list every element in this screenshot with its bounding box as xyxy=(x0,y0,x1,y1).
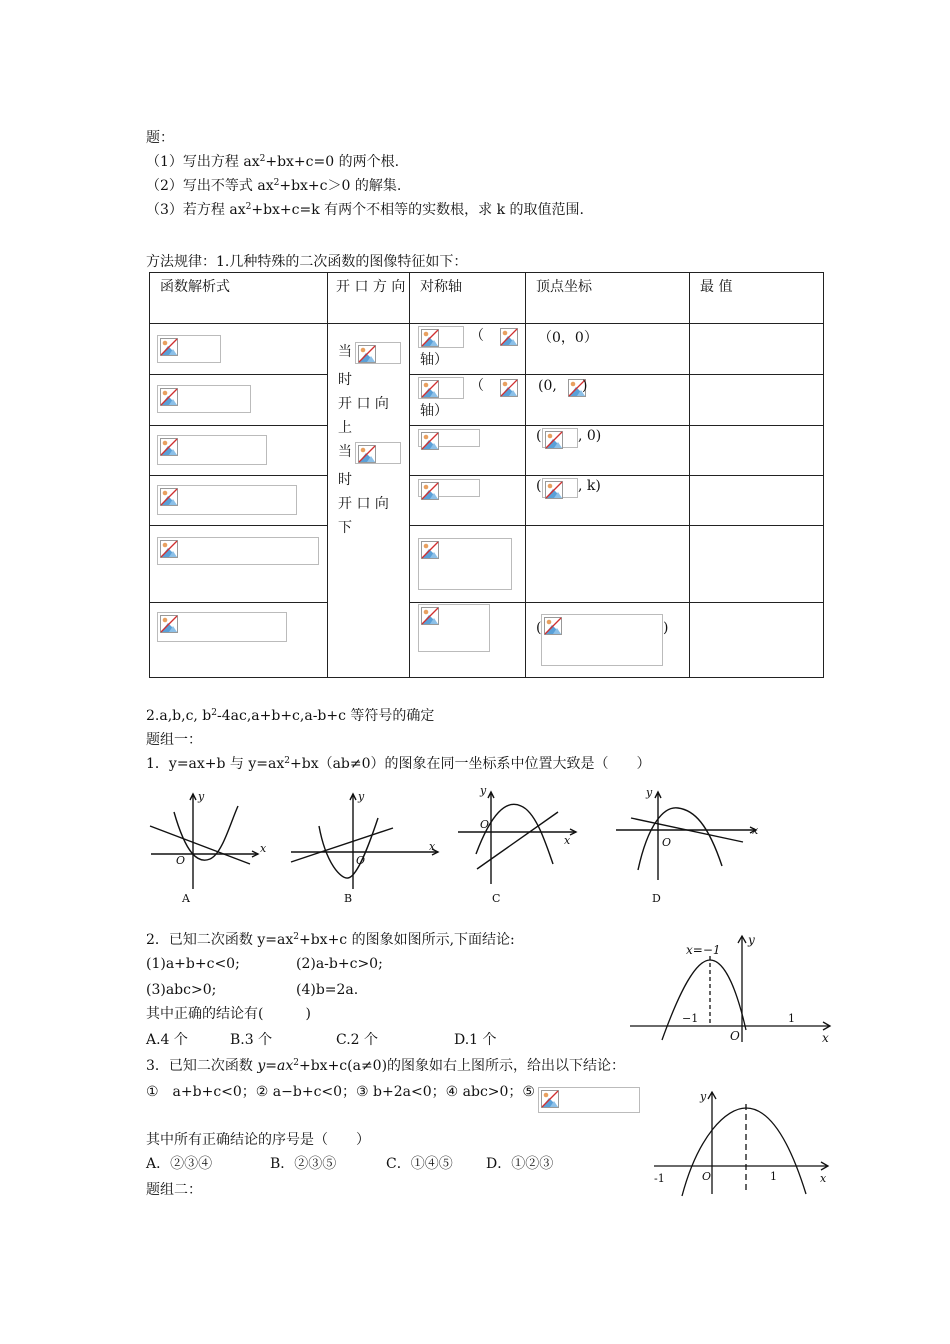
formula-image-1 xyxy=(157,335,221,363)
axis-image-2 xyxy=(418,377,464,399)
q1-text: 1．y=ax+b 与 $y=ax^2+bx(ab\ne 0)$的图象在同一坐标系中位置大致是（ ） xyxy=(146,756,651,772)
section2-title: 2.a,b,c, $b^2-4ac,a+b+c,a-b+c$ 等符号的确定 xyxy=(146,708,435,724)
intro-line-0: 题： xyxy=(146,130,174,146)
axis-image-4 xyxy=(418,479,480,497)
svg-text:O: O xyxy=(730,1029,740,1043)
header-axis: 对称轴 xyxy=(420,279,462,295)
axis-image-1b xyxy=(498,326,520,348)
q3-option-d: D．①②③ xyxy=(486,1156,554,1172)
axis-word-1: 轴） xyxy=(420,352,448,368)
vertex-row-2-pre: (0, xyxy=(538,378,557,394)
svg-text:x: x xyxy=(822,1031,829,1045)
method-title: 方法规律：1.几种特殊的二次函数的图像特征如下： xyxy=(146,254,468,270)
q2-conclusion-2: (2)a-b+c>0; xyxy=(296,956,383,972)
q3-option-c: C．①④⑤ xyxy=(386,1156,453,1172)
svg-text:x: x xyxy=(820,1172,827,1185)
q3-ask: 其中所有正确结论的序号是（ ） xyxy=(146,1132,370,1148)
svg-text:x: x xyxy=(260,842,267,855)
formula-image-6 xyxy=(157,612,287,642)
intro-line-1: （1）写出方程 $ax^2+bx+c=0$ 的两个根. xyxy=(146,154,400,170)
q3-conclusion-5-image xyxy=(538,1087,640,1113)
vertex-row-1: （0，0） xyxy=(538,330,598,346)
svg-text:y: y xyxy=(358,790,365,803)
q2-figure xyxy=(630,930,836,1046)
intro-line-3: （3）若方程 $ax^2+bx+c=k$ 有两个不相等的实数根，求 k 的取值范围. xyxy=(146,202,584,218)
vertex-row-4-post: , k) xyxy=(578,478,601,494)
formula-image-4 xyxy=(157,485,297,515)
open-dang-1: 当 xyxy=(338,344,352,360)
axis-image-2b xyxy=(498,377,520,399)
formula-image-5 xyxy=(157,537,319,565)
q3-text: 3．已知二次函数 $y=ax^2+bx+c(a\ne 0)$的图象如右上图所示，给出以下结论： xyxy=(146,1058,626,1074)
svg-text:y: y xyxy=(198,790,205,803)
svg-text:B: B xyxy=(344,892,353,905)
svg-text:O: O xyxy=(662,836,672,849)
condition-image-2 xyxy=(355,442,401,464)
svg-text:y: y xyxy=(646,786,653,799)
open-shi-2: 时 xyxy=(338,472,352,488)
q2-conclusion-4: (4)b=2a. xyxy=(296,982,359,998)
vertex-row-4-pre: ( xyxy=(536,478,542,494)
svg-text:x: x xyxy=(564,834,571,847)
vertex-image-6 xyxy=(541,614,663,666)
svg-text:1: 1 xyxy=(788,1012,795,1025)
q2-option-d: D.1 个 xyxy=(454,1032,497,1048)
svg-text:y: y xyxy=(480,784,487,797)
svg-text:x: x xyxy=(752,824,759,837)
svg-text:x: x xyxy=(429,840,436,853)
axis-image-6 xyxy=(418,604,490,652)
q2-option-c: C.2 个 xyxy=(336,1032,379,1048)
vertex-image-4 xyxy=(542,478,578,498)
axis-paren-2: （ xyxy=(470,378,484,394)
svg-text:D: D xyxy=(652,892,661,905)
group1-label: 题组一： xyxy=(146,732,202,748)
q1-figures xyxy=(146,784,766,910)
svg-text:O: O xyxy=(356,854,366,867)
svg-text:C: C xyxy=(492,892,501,905)
axis-image-3 xyxy=(418,429,480,447)
axis-image-1 xyxy=(418,326,464,348)
q2-conclusion-1: (1)a+b+c<0; xyxy=(146,956,240,972)
svg-text:-1: -1 xyxy=(654,1172,665,1185)
vertex-image-3 xyxy=(542,428,578,448)
vertex-row-3-post: , 0) xyxy=(578,428,602,444)
open-dang-2: 当 xyxy=(338,444,352,460)
q3-option-a: A．②③④ xyxy=(146,1156,213,1172)
svg-text:1: 1 xyxy=(770,1170,777,1183)
svg-text:y: y xyxy=(700,1090,707,1103)
vertex-row-6-post: ) xyxy=(663,620,669,636)
svg-text:O: O xyxy=(176,854,186,867)
open-shi-1: 时 xyxy=(338,372,352,388)
header-opening: 开 口 方 向 xyxy=(336,279,406,295)
axis-word-2: 轴） xyxy=(420,403,448,419)
header-vertex: 顶点坐标 xyxy=(536,279,592,295)
open-up-text: 开 口 向 上 xyxy=(338,396,389,436)
q2-ask: 其中正确的结论有( ) xyxy=(146,1006,311,1022)
svg-text:A: A xyxy=(182,892,190,905)
q3-option-b: B．②③⑤ xyxy=(270,1156,337,1172)
vertex-row-2-post: ) xyxy=(582,378,588,394)
q2-conclusion-3: (3)abc>0; xyxy=(146,982,217,998)
intro-line-2: （2）写出不等式 $ax^2+bx+c>0$ 的解集. xyxy=(146,178,402,194)
q2-option-a: A.4 个 xyxy=(146,1032,188,1048)
axis-paren-1: （ xyxy=(470,328,484,344)
q3-figure xyxy=(648,1086,838,1198)
group2-label: 题组二： xyxy=(146,1182,202,1198)
condition-image-1 xyxy=(355,342,401,364)
formula-image-3 xyxy=(157,435,267,465)
svg-text:−1: −1 xyxy=(682,1012,699,1025)
formula-image-2 xyxy=(157,385,251,413)
q2-option-b: B.3 个 xyxy=(230,1032,273,1048)
open-down-text: 开 口 向 下 xyxy=(338,496,389,536)
vertex-row-6-pre: ( xyxy=(536,620,542,636)
header-extreme: 最 值 xyxy=(700,279,733,295)
svg-text:O: O xyxy=(480,818,490,831)
svg-text:O: O xyxy=(702,1170,712,1183)
svg-text:x=−1: x=−1 xyxy=(686,943,721,957)
q2-text: 2．已知二次函数 $y=ax^2+bx+c$ 的图象如图所示,下面结论: xyxy=(146,932,515,948)
header-function: 函数解析式 xyxy=(160,279,230,295)
q3-conclusions: ① a+b+c<0；② a−b+c<0；③ b+2a<0；④ abc>0；⑤ xyxy=(146,1084,535,1100)
vertex-row-3-pre: ( xyxy=(536,428,542,444)
axis-image-5 xyxy=(418,538,512,590)
svg-text:y: y xyxy=(748,933,755,947)
